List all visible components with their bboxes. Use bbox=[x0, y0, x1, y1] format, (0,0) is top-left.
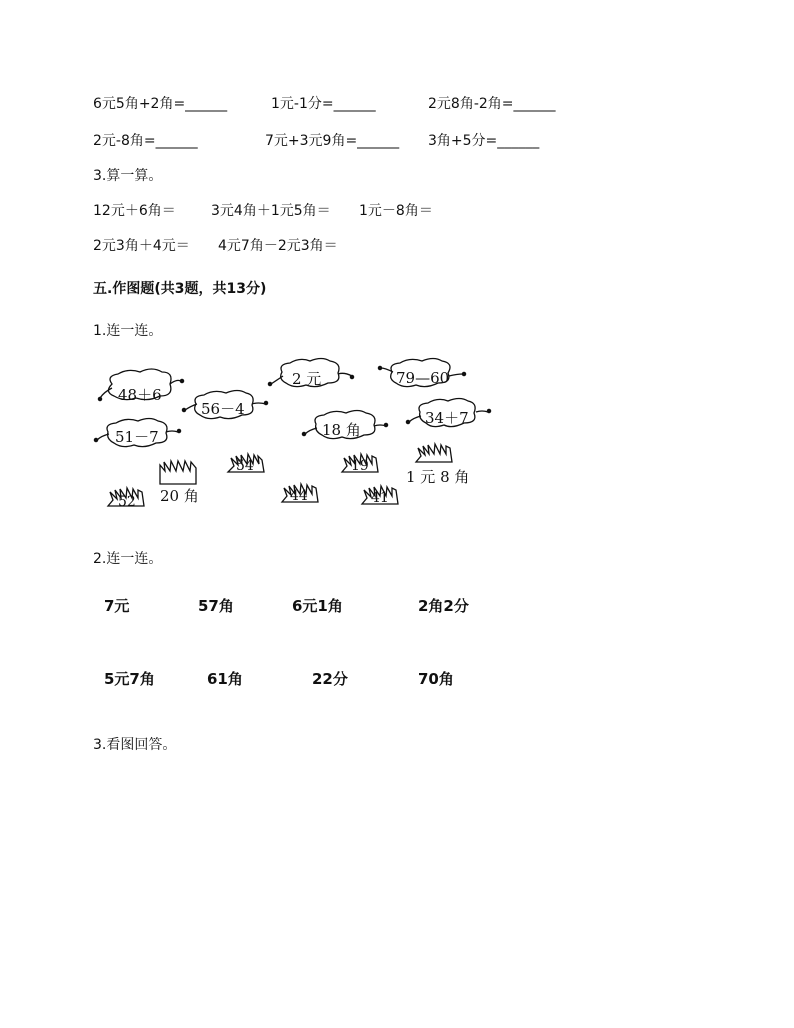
grass-label: 19 bbox=[351, 458, 369, 474]
grass-shape bbox=[160, 461, 196, 484]
calc-row4-item1: 2元3角＋4元＝ bbox=[93, 238, 190, 254]
loose-label-20jiao: 20 角 bbox=[160, 487, 199, 505]
grass-label: 52 bbox=[118, 494, 136, 510]
q3-title: 3.看图回答。 bbox=[93, 737, 177, 753]
exercise-row2-item1: 2元-8角=______ bbox=[93, 133, 198, 149]
grass-label: 41 bbox=[371, 490, 389, 506]
cloud-label: 79—60 bbox=[396, 369, 450, 387]
q2-row2-item3: 22分 bbox=[312, 670, 348, 688]
exercise-row1-item2: 1元-1分=______ bbox=[271, 96, 376, 112]
grass-label: 44 bbox=[290, 488, 308, 504]
cloud-label: 18 角 bbox=[322, 421, 361, 439]
grass-label: 54 bbox=[236, 458, 254, 474]
grass-shape bbox=[416, 444, 452, 462]
cloud-label: 48＋6 bbox=[118, 386, 162, 404]
q2-row1-item2: 57角 bbox=[198, 597, 234, 615]
cloud-label: 56－4 bbox=[201, 400, 245, 418]
exercise-row1-item3: 2元8角-2角=______ bbox=[428, 96, 556, 112]
q2-row1-item3: 6元1角 bbox=[292, 597, 343, 615]
q2-row1-item1: 7元 bbox=[104, 597, 130, 615]
calc-row3-item1: 12元＋6角＝ bbox=[93, 203, 176, 219]
calc-row3-item3: 1元－8角＝ bbox=[359, 203, 433, 219]
q2-row2-item4: 70角 bbox=[418, 670, 454, 688]
q2-row2-item1: 5元7角 bbox=[104, 670, 155, 688]
cloud-label: 2 元 bbox=[292, 370, 322, 388]
cloud-label: 34＋7 bbox=[425, 409, 469, 427]
calc-row3-item2: 3元4角＋1元5角＝ bbox=[211, 203, 331, 219]
q2-title: 2.连一连。 bbox=[93, 551, 163, 567]
question-3-title: 3.算一算。 bbox=[93, 168, 163, 184]
calc-row4-item2: 4元7角－2元3角＝ bbox=[218, 238, 338, 254]
exercise-row2-item2: 7元+3元9角=______ bbox=[265, 133, 400, 149]
q1-title: 1.连一连。 bbox=[93, 323, 163, 339]
exercise-row1-item1: 6元5角+2角=______ bbox=[93, 96, 228, 112]
exercise-row2-item3: 3角+5分=______ bbox=[428, 133, 540, 149]
q2-row1-item4: 2角2分 bbox=[418, 597, 469, 615]
section-heading: 五.作图题(共3题，共13分) bbox=[93, 281, 267, 297]
q2-row2-item2: 61角 bbox=[207, 670, 243, 688]
loose-label-1yuan8jiao: 1 元 8 角 bbox=[406, 468, 470, 486]
cloud-label: 51－7 bbox=[115, 428, 159, 446]
